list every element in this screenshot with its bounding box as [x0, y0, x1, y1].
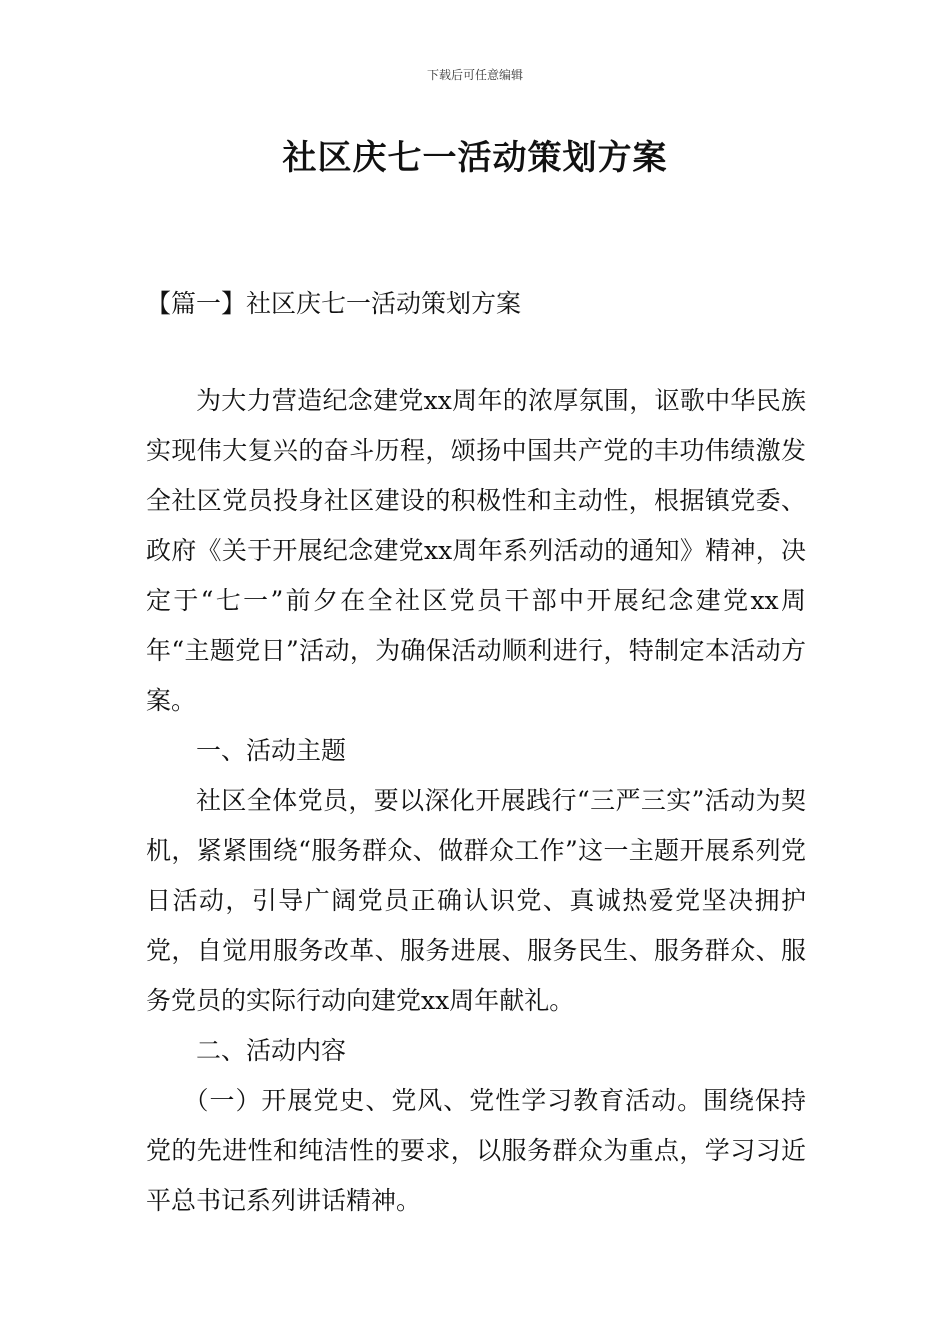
document-title: 社区庆七一活动策划方案 — [282, 138, 668, 178]
heading-activity-theme: 一、活动主题 — [196, 736, 347, 765]
heading-activity-content: 二、活动内容 — [196, 1036, 347, 1065]
section-heading: 【篇一】社区庆七一活动策划方案 — [146, 289, 522, 318]
content-item-1-paragraph: （一）开展党史、党风、党性学习教育活动。围绕保持党的先进性和纯洁性的要求，以服务群众为重点，学习习近平总书记系列讲话精神。 — [146, 1086, 806, 1215]
intro-paragraph: 为大力营造纪念建党xx周年的浓厚氛围，讴歌中华民族实现伟大复兴的奋斗历程，颂扬中国共产党的丰功伟绩激发全社区党员投身社区建设的积极性和主动性，根据镇党委、政府《关于开展纪念建党xx周年系列活动的通知》精神，决定于“七一”前夕在全社区党员干部中开展纪念建党xx周年“主题党日”活动，为确保活动顺利进行，特制定本活动方案。 — [146, 386, 806, 715]
page-header-note: 下载后可任意编辑 — [426, 68, 523, 82]
theme-paragraph: 社区全体党员，要以深化开展践行“三严三实”活动为契机，紧紧围绕“服务群众、做群众工作”这一主题开展系列党日活动，引导广阔党员正确认识党、真诚热爱党坚决拥护党，自觉用服务改革、服务进展、服务民生、服务群众、服务党员的实际行动向建党xx周年献礼。 — [146, 786, 806, 1015]
document-body — [146, 376, 806, 1226]
